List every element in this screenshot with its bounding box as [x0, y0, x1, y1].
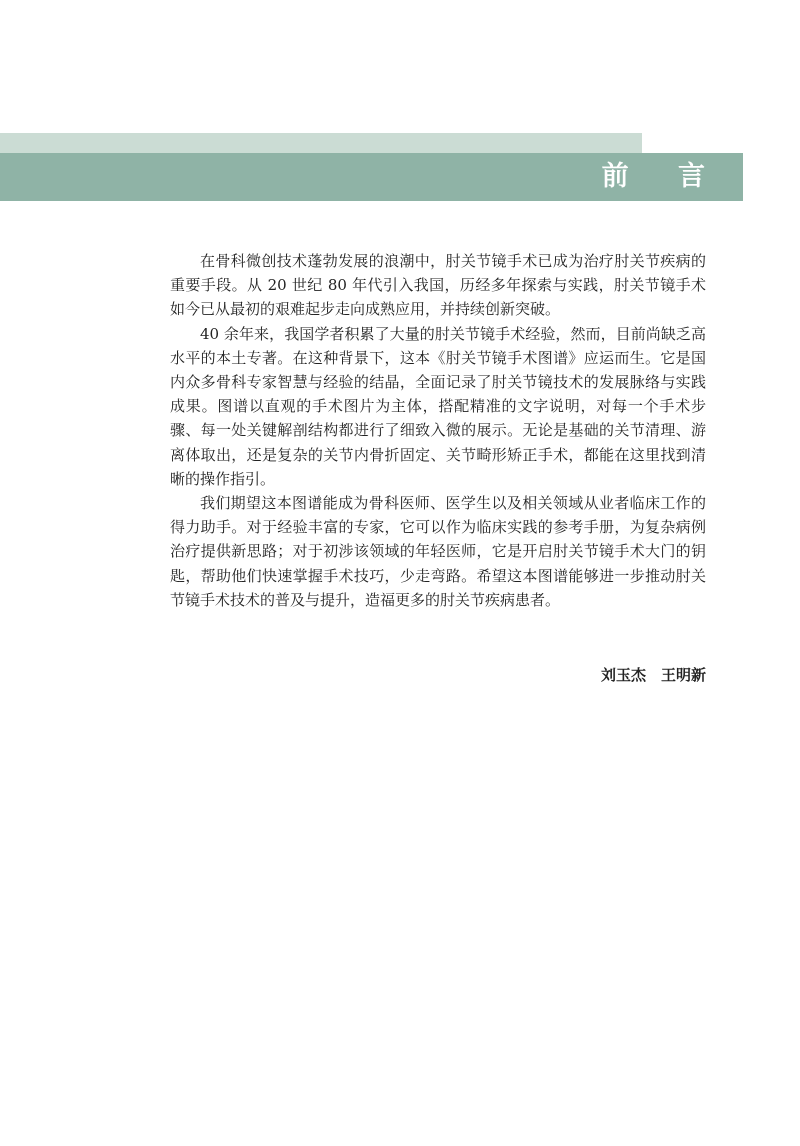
preface-body: [170, 249, 706, 612]
preface-paragraph-3: 我们期望这本图谱能成为骨科医师、医学生以及相关领域从业者临床工作的得力助手。对于经验丰富的专家，它可以作为临床实践的参考手册，为复杂病例治疗提供新思路；对于初涉该领域的年轻医师，它是开启肘关节镜手术大门的钥匙，帮助他们快速掌握手术技巧，少走弯路。希望这本图谱能够进一步推动肘关节镜手术技术的普及与提升，造福更多的肘关节疾病患者。: [170, 494, 706, 609]
preface-paragraph-1: 在骨科微创技术蓬勃发展的浪潮中，肘关节镜手术已成为治疗肘关节疾病的重要手段。从 20 世纪 80 年代引入我国，历经多年探索与实践，肘关节镜手术如今已从最初的艰难起步走向成熟应用，并持续创新突破。: [170, 252, 706, 319]
page-title: 前 言: [601, 161, 725, 192]
header-band: [0, 153, 743, 201]
preface-paragraph-2: 40 余年来，我国学者积累了大量的肘关节镜手术经验，然而，目前尚缺乏高水平的本土专著。在这种背景下，这本《肘关节镜手术图谱》应运而生。它是国内众多骨科专家智慧与经验的结晶，全面记录了肘关节镜技术的发展脉络与实践成果。图谱以直观的手术图片为主体，搭配精准的文字说明，对每一个手术步骤、每一处关键解剖结构都进行了细致入微的展示。无论是基础的关节清理、游离体取出，还是复杂的关节内骨折固定、关节畸形矫正手术，都能在这里找到清晰的操作指引。: [170, 324, 706, 488]
author-signature: 刘玉杰 王明新: [600, 666, 706, 684]
header-band-light: [0, 133, 642, 153]
